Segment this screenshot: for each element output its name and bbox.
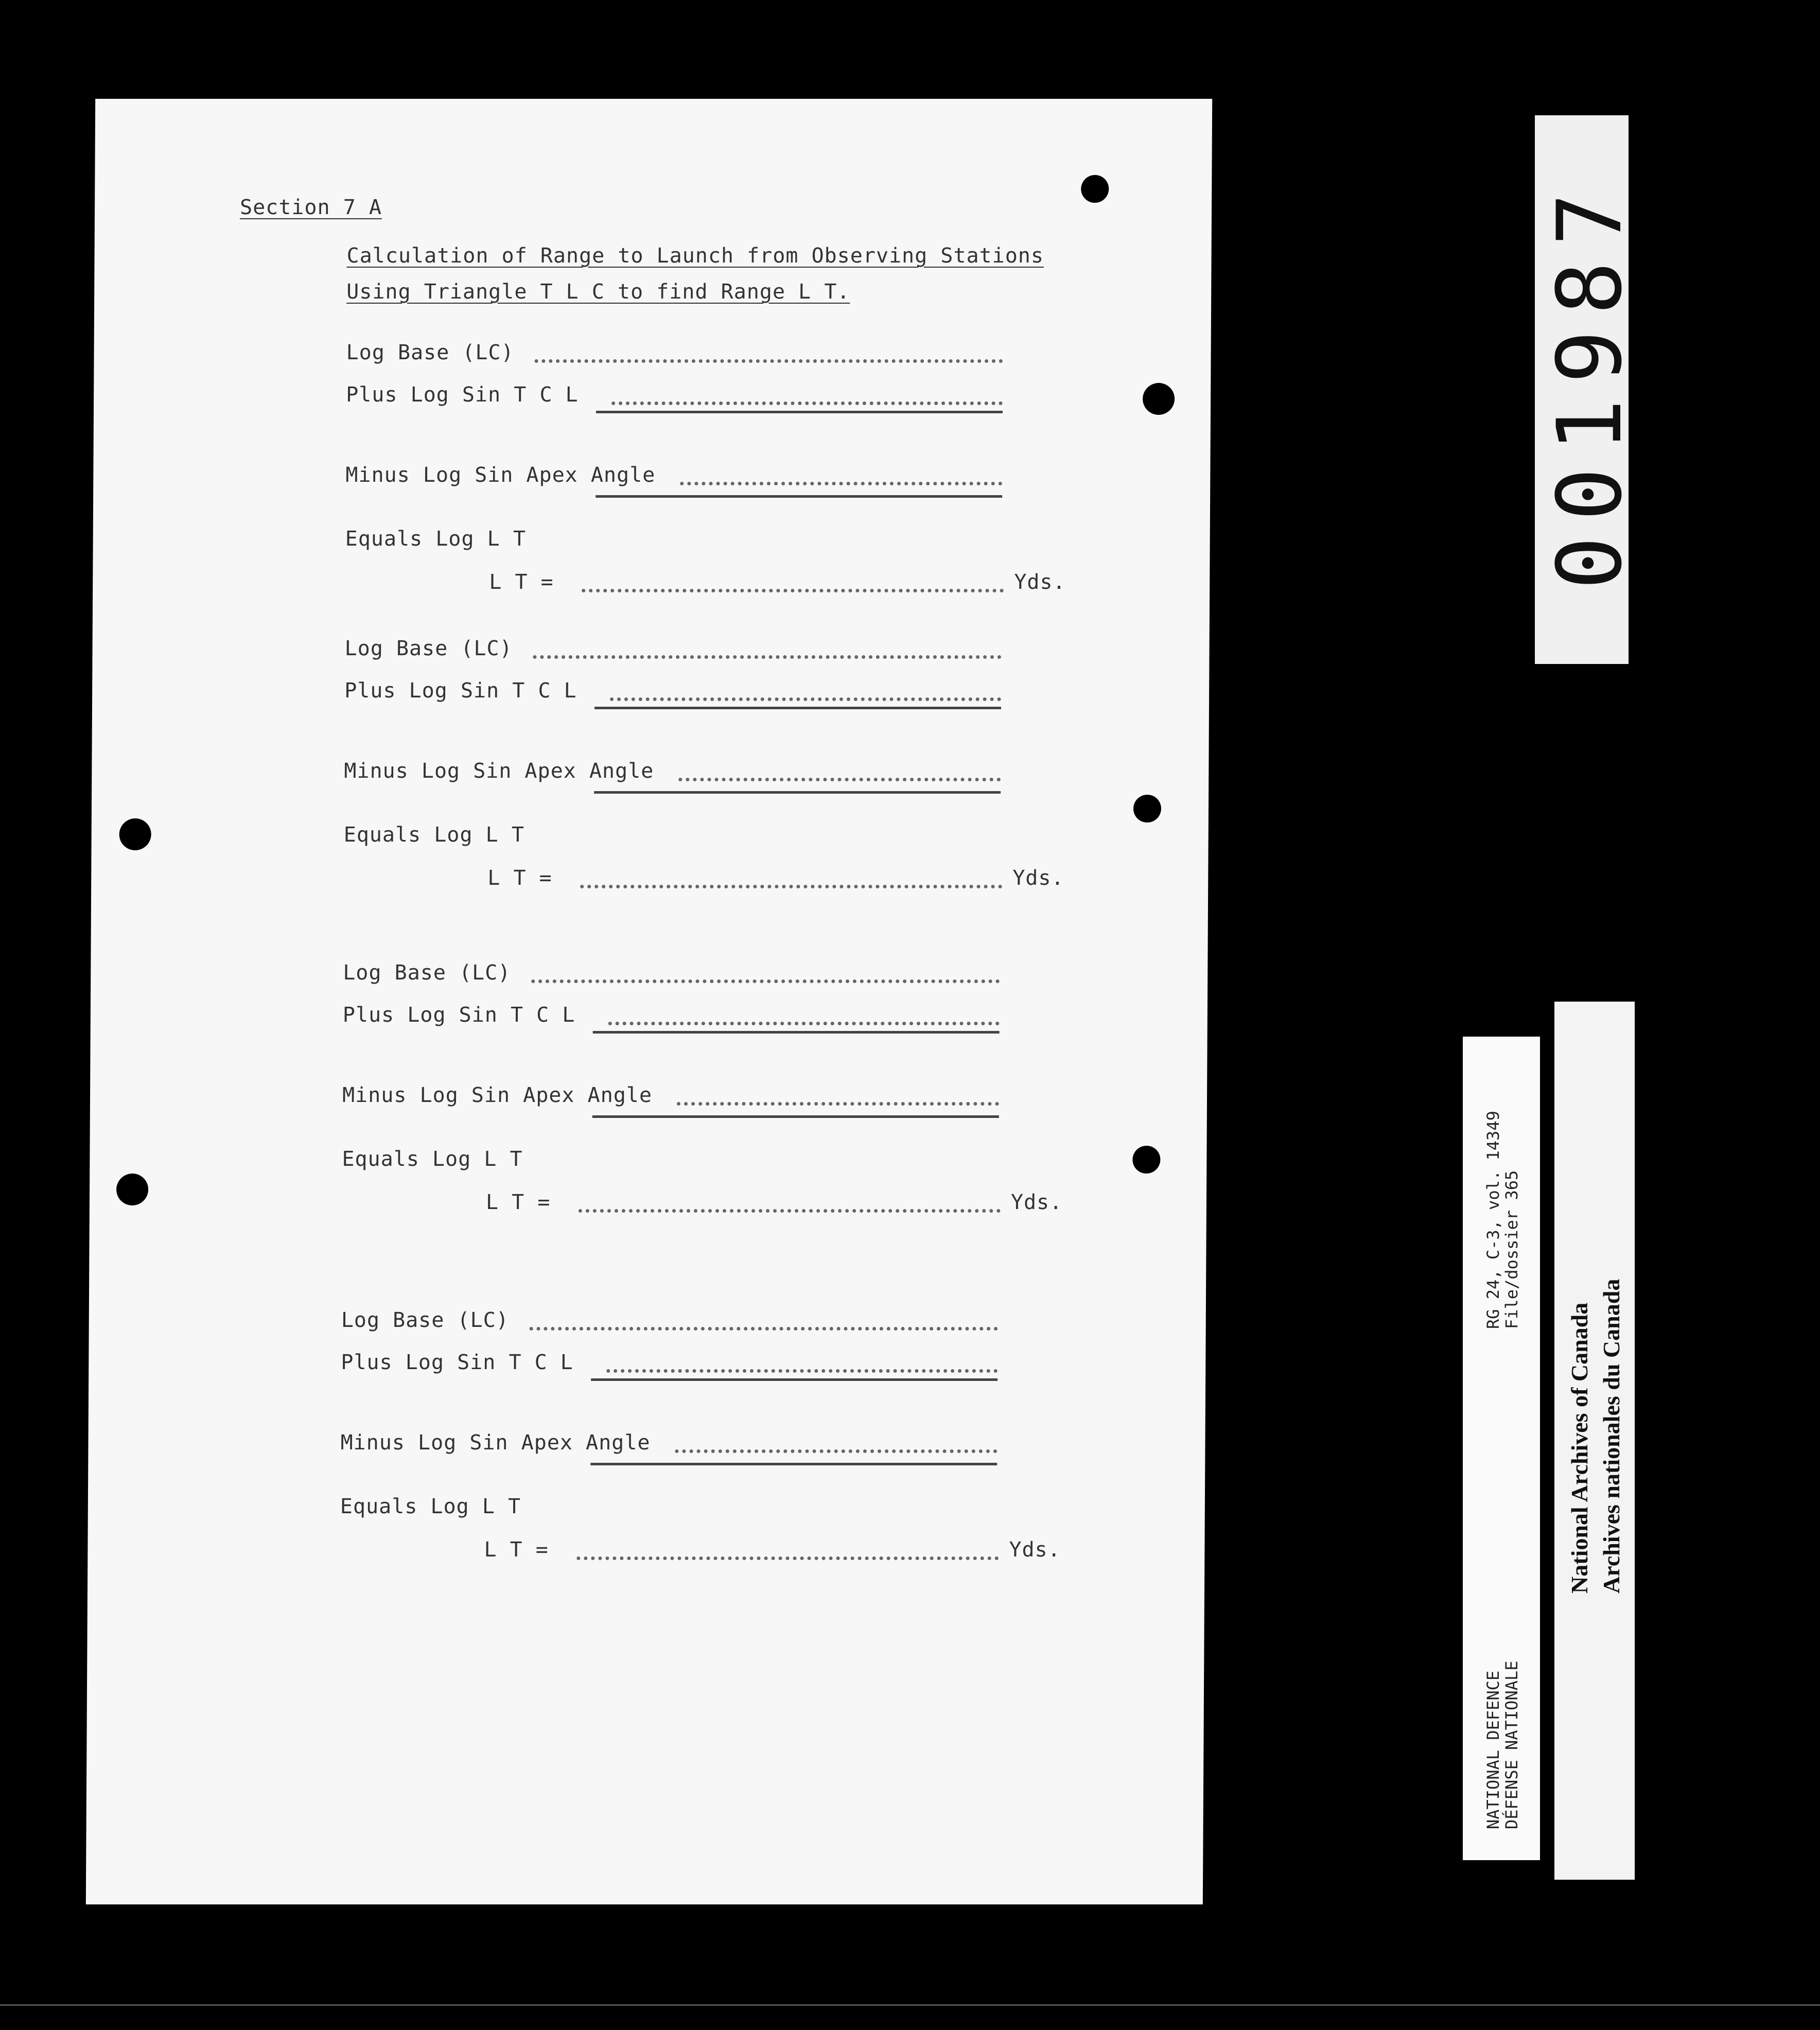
equals-log-label: Equals Log L T — [340, 1495, 521, 1518]
punch-hole — [1133, 795, 1161, 822]
archives-fr: Archives nationales du Canada — [1598, 1279, 1624, 1594]
minus-log-sin-label: Minus Log Sin Apex Angle — [345, 463, 656, 487]
lt-fill-dots — [580, 885, 1002, 888]
punch-hole — [1081, 175, 1109, 203]
plus-log-sin-label: Plus Log Sin T C L — [346, 383, 579, 407]
sum-rule — [594, 707, 1001, 709]
minus-fill-dots — [680, 482, 1002, 485]
reference-line-1: RG 24, C-3, vol. 14349 — [1483, 1111, 1503, 1329]
archive-reference-label — [1463, 1037, 1540, 1860]
punch-hole — [116, 1174, 148, 1205]
lt-label: L T = — [489, 570, 554, 594]
scan-border-line — [0, 2004, 1820, 2006]
log-base-fill-dots — [531, 979, 1000, 983]
lt-fill-dots — [576, 1556, 999, 1560]
sum-rule — [593, 1031, 1000, 1034]
yards-unit: Yds. — [1009, 1538, 1061, 1562]
plus-log-sin-label: Plus Log Sin T C L — [342, 1003, 575, 1027]
punch-hole — [1132, 1146, 1160, 1174]
plus-fill-dots — [608, 1022, 1000, 1025]
plus-fill-dots — [610, 697, 1001, 701]
frame-number-stamp — [1535, 115, 1641, 664]
log-base-fill-dots — [534, 359, 1003, 363]
title-line-1: Calculation of Range to Launch from Observing Stations — [346, 244, 1044, 268]
minus-fill-dots — [675, 1449, 997, 1453]
difference-rule — [594, 791, 1001, 794]
punch-hole — [119, 818, 151, 850]
plus-fill-dots — [606, 1369, 997, 1373]
sum-rule — [596, 411, 1003, 413]
equals-log-label: Equals Log L T — [345, 527, 526, 551]
difference-rule — [590, 1463, 997, 1465]
title-line-2: Using Triangle T L C to find Range L T. — [346, 280, 850, 304]
lt-fill-dots — [579, 1209, 1001, 1213]
yards-unit: Yds. — [1012, 866, 1064, 890]
log-base-label: Log Base (LC) — [344, 637, 513, 660]
frame-number: 001987 — [1538, 177, 1641, 590]
log-base-label: Log Base (LC) — [341, 1308, 509, 1332]
plus-fill-dots — [611, 401, 1003, 405]
log-base-fill-dots — [530, 1327, 998, 1331]
minus-log-sin-label: Minus Log Sin Apex Angle — [342, 1083, 653, 1107]
document-page — [86, 99, 1212, 1904]
section-heading: Section 7 A — [239, 196, 382, 219]
plus-log-sin-label: Plus Log Sin T C L — [344, 679, 577, 703]
sum-rule — [591, 1378, 997, 1381]
defence-en: NATIONAL DEFENCE — [1483, 1670, 1503, 1829]
lt-label: L T = — [485, 1191, 551, 1214]
lt-label: L T = — [484, 1538, 549, 1562]
log-base-label: Log Base (LC) — [343, 961, 511, 985]
minus-fill-dots — [678, 778, 1001, 781]
reference-line-2: File/dossier 365 — [1502, 1170, 1521, 1329]
equals-log-label: Equals Log L T — [342, 1147, 523, 1171]
yards-unit: Yds. — [1010, 1191, 1063, 1214]
minus-log-sin-label: Minus Log Sin Apex Angle — [340, 1431, 651, 1455]
lt-fill-dots — [582, 589, 1004, 592]
lt-label: L T = — [487, 866, 552, 890]
log-base-fill-dots — [533, 655, 1001, 659]
yards-unit: Yds. — [1014, 570, 1066, 594]
archives-label — [1554, 1002, 1635, 1880]
difference-rule — [592, 1115, 999, 1118]
defence-fr: DÉFENSE NATIONALE — [1502, 1660, 1521, 1829]
minus-log-sin-label: Minus Log Sin Apex Angle — [344, 759, 654, 783]
punch-hole — [1143, 383, 1175, 415]
log-base-label: Log Base (LC) — [346, 341, 514, 364]
plus-log-sin-label: Plus Log Sin T C L — [341, 1351, 573, 1374]
equals-log-label: Equals Log L T — [343, 823, 524, 847]
minus-fill-dots — [677, 1102, 999, 1106]
difference-rule — [596, 495, 1002, 498]
archives-en: National Archives of Canada — [1566, 1302, 1592, 1594]
